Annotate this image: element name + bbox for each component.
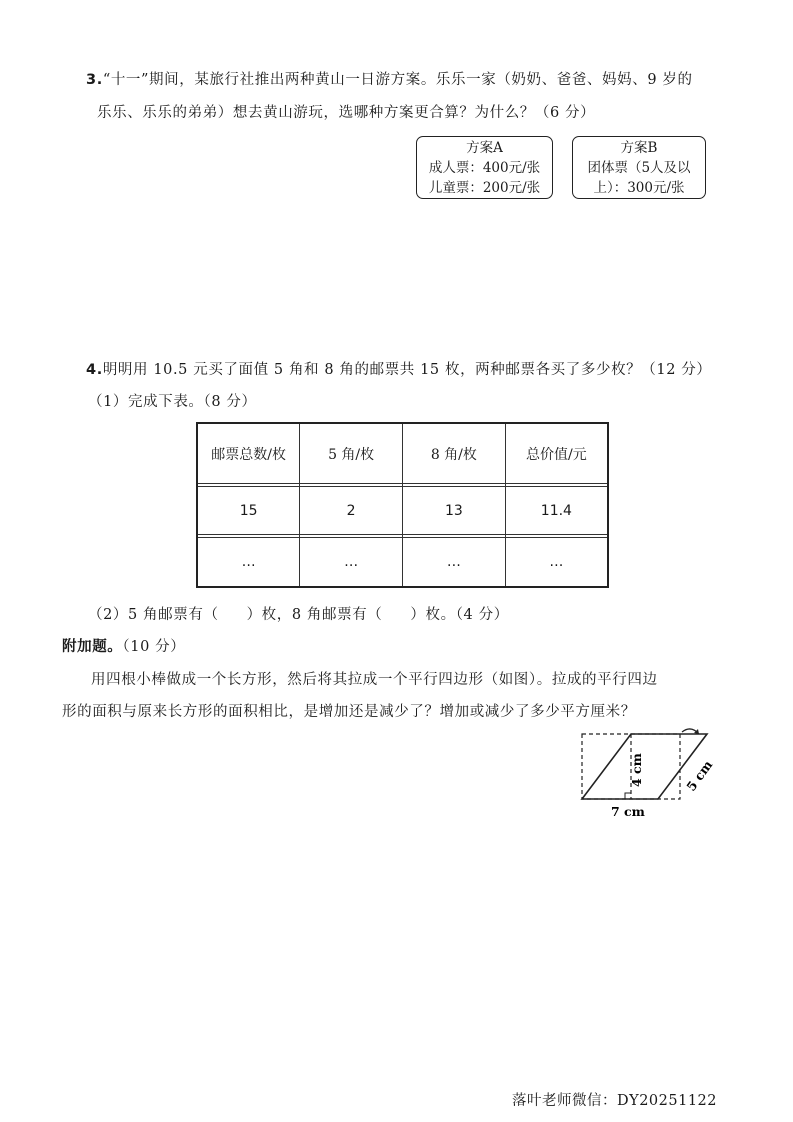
plan-b-line2: 上）：300元/张 bbox=[593, 180, 685, 196]
plan-a-adult: 成人票：400元/张 bbox=[428, 160, 541, 176]
bonus-line2: 形的面积与原来长方形的面积相比，是增加还是减少了？增加或减少了多少平方厘米？ bbox=[62, 704, 636, 720]
base-label: 7 cm bbox=[611, 804, 645, 819]
q4-text: 明明用 10.5 元买了面值 5 角和 8 角的邮票共 15 枚，两种邮票各买了多少枚？（12 分） bbox=[102, 362, 712, 378]
table-cell: 15 bbox=[197, 487, 300, 535]
q4-part2-c: ）枚。（4 分） bbox=[410, 607, 509, 623]
q3-number: 3. bbox=[86, 72, 103, 88]
plan-a-box bbox=[416, 136, 553, 199]
plan-b-line1: 团体票（5人及以 bbox=[587, 160, 691, 176]
table-cell: 11.4 bbox=[505, 487, 608, 535]
table-header-row bbox=[197, 423, 608, 484]
table-cell: … bbox=[403, 537, 506, 587]
table-row bbox=[197, 537, 608, 587]
table-cell: … bbox=[505, 537, 608, 587]
right-angle-mark bbox=[625, 793, 631, 799]
table-header-cell: 5 角/枚 bbox=[300, 423, 403, 484]
bonus-heading bbox=[62, 635, 185, 656]
stamps-table bbox=[196, 422, 609, 588]
q4-part2-a: （2）5 角邮票有（ bbox=[88, 607, 219, 623]
rectangle-parallelogram-figure bbox=[570, 722, 720, 822]
q4-part2 bbox=[88, 603, 509, 624]
q3-line1 bbox=[86, 68, 693, 89]
q4-number: 4. bbox=[86, 362, 103, 378]
plan-a-title: 方案A bbox=[466, 140, 503, 156]
footer-contact: 落叶老师微信：DY20251122 bbox=[512, 1093, 717, 1109]
bonus-points: （10 分） bbox=[122, 639, 186, 655]
q3-text-line1: “十一”期间，某旅行社推出两种黄山一日游方案。乐乐一家（奶奶、爸爸、妈妈、9 岁的 bbox=[102, 72, 693, 88]
table-cell: … bbox=[197, 537, 300, 587]
table-header-cell: 邮票总数/枚 bbox=[197, 423, 300, 484]
table-cell: 13 bbox=[403, 487, 506, 535]
plan-a-child: 儿童票：200元/张 bbox=[428, 180, 541, 196]
q4-part1: （1）完成下表。（8 分） bbox=[88, 394, 257, 410]
q3-line2: 乐乐、乐乐的弟弟）想去黄山游玩，选哪种方案更合算？为什么？（6 分） bbox=[97, 105, 596, 121]
height-label: 4 cm bbox=[629, 753, 644, 787]
bonus-line1: 用四根小棒做成一个长方形，然后将其拉成一个平行四边形（如图）。拉成的平行四边 bbox=[91, 672, 658, 688]
table-cell: 2 bbox=[300, 487, 403, 535]
table-header-cell: 总价值/元 bbox=[505, 423, 608, 484]
table-header-cell: 8 角/枚 bbox=[403, 423, 506, 484]
bonus-title: 附加题。 bbox=[62, 638, 123, 655]
q4-part2-b: ）枚，8 角邮票有（ bbox=[246, 607, 383, 623]
plan-b-box bbox=[572, 136, 706, 199]
table-cell: … bbox=[300, 537, 403, 587]
table-row bbox=[197, 487, 608, 535]
plan-b-title: 方案B bbox=[620, 140, 658, 156]
q4-line1 bbox=[86, 358, 711, 379]
side-label: 5 cm bbox=[683, 757, 716, 794]
